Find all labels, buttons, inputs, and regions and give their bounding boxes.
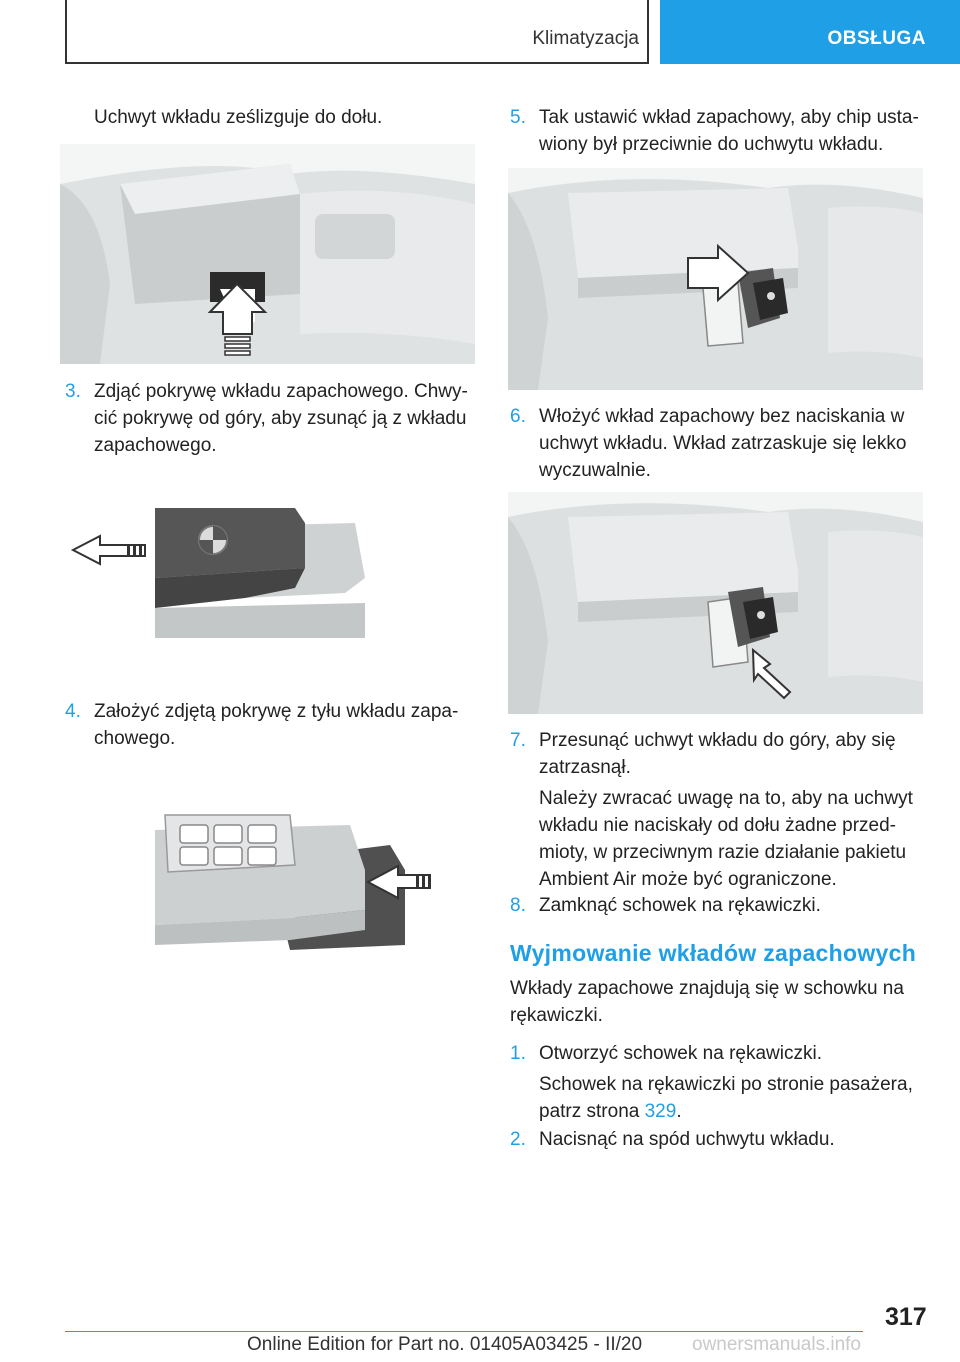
- step-3-number: 3.: [65, 381, 81, 402]
- step-4-line: chowego.: [94, 728, 176, 749]
- removal-step-2-line: Nacisnąć na spód uchwytu wkładu.: [539, 1129, 835, 1150]
- step-7-line: Przesunąć uchwyt wkładu do góry, aby się: [539, 730, 896, 751]
- figure-fit-cover-back-drawing: [150, 810, 450, 955]
- figure-remove-cover: [65, 498, 395, 648]
- figure-align-cartridge: [508, 168, 923, 390]
- figure-holder-slide-down-drawing: [60, 144, 475, 364]
- note-text: patrz strona: [539, 1101, 645, 1122]
- step-8-line: Zamknąć schowek na rękawiczki.: [539, 895, 821, 916]
- figure-holder-slide-down: [60, 144, 475, 364]
- figure-insert-cartridge: [508, 492, 923, 714]
- note-line: [539, 1098, 929, 1125]
- step-6-number: 6.: [510, 406, 526, 427]
- step-6-line: wyczuwalnie.: [539, 460, 651, 481]
- step-3-line: zapachowego.: [94, 435, 217, 456]
- page-link[interactable]: 329: [644, 1101, 677, 1122]
- intro-text: Uchwyt wkładu ześlizguje do dołu.: [94, 107, 383, 128]
- section-tab[interactable]: [660, 0, 960, 64]
- step-5-line: Tak ustawić wkład zapachowy, aby chip usta-: [539, 107, 919, 128]
- header-box: [65, 0, 649, 64]
- removal-step-2-number: 2.: [510, 1129, 526, 1150]
- step-3-line: cić pokrywę od góry, aby zsunąć ją z wkładu: [94, 408, 467, 429]
- step-8-number: 8.: [510, 895, 526, 916]
- step-6-line: Włożyć wkład zapachowy bez naciskania w: [539, 406, 905, 427]
- step-7: [510, 727, 925, 781]
- note-line: mioty, w przeciwnym razie działanie pakietu: [539, 842, 907, 863]
- figure-fit-cover-back: [150, 810, 450, 955]
- footer-watermark: ownersmanuals.info: [692, 1334, 861, 1355]
- removal-step-2: [510, 1126, 925, 1153]
- step-6-line: uchwyt wkładu. Wkład zatrzaskuje się lekko: [539, 433, 907, 454]
- step-7-line: zatrzasnął.: [539, 757, 631, 778]
- step-7-number: 7.: [510, 730, 526, 751]
- removal-step-1: [510, 1040, 925, 1067]
- step-5-number: 5.: [510, 107, 526, 128]
- intro-line: rękawiczki.: [510, 1005, 603, 1026]
- removal-step-1-number: 1.: [510, 1043, 526, 1064]
- section-title: Klimatyzacja: [532, 28, 639, 49]
- figure-remove-cover-drawing: [65, 498, 395, 648]
- page-number: 317: [885, 1303, 927, 1331]
- step-4: [65, 698, 475, 752]
- note-line: Ambient Air może być ograniczone.: [539, 869, 837, 890]
- note-line: Należy zwracać uwagę na to, aby na uchwyt: [539, 788, 913, 809]
- step-7-note: [539, 785, 929, 893]
- section-tab-label: OBSŁUGA: [827, 28, 926, 49]
- step-8: [510, 892, 925, 919]
- note-line: Schowek na rękawiczki po stronie pasażera,: [539, 1074, 913, 1095]
- step-3: [65, 378, 475, 459]
- figure-align-cartridge-drawing: [508, 168, 923, 390]
- step-5: [510, 104, 925, 158]
- removal-step-1-note: [539, 1071, 929, 1125]
- step-3-line: Zdjąć pokrywę wkładu zapachowego. Chwy-: [94, 381, 468, 402]
- footer-edition: Online Edition for Part no. 01405A03425 - II/20: [247, 1334, 643, 1355]
- step-6: [510, 403, 925, 484]
- note-text: .: [676, 1101, 682, 1122]
- step-4-number: 4.: [65, 701, 81, 722]
- step-4-line: Założyć zdjętą pokrywę z tyłu wkładu zapa-: [94, 701, 459, 722]
- section-heading: Wyjmowanie wkładów zapachowych: [510, 940, 917, 966]
- figure-insert-cartridge-drawing: [508, 492, 923, 714]
- note-line: wkładu nie naciskały od dołu żadne przed-: [539, 815, 896, 836]
- section-intro: [510, 975, 925, 1029]
- intro-line: Wkłady zapachowe znajdują się w schowku na: [510, 978, 904, 999]
- step-5-line: wiony był przeciwnie do uchwytu wkładu.: [539, 134, 884, 155]
- removal-step-1-line: Otworzyć schowek na rękawiczki.: [539, 1043, 822, 1064]
- footer-divider: [65, 1331, 863, 1332]
